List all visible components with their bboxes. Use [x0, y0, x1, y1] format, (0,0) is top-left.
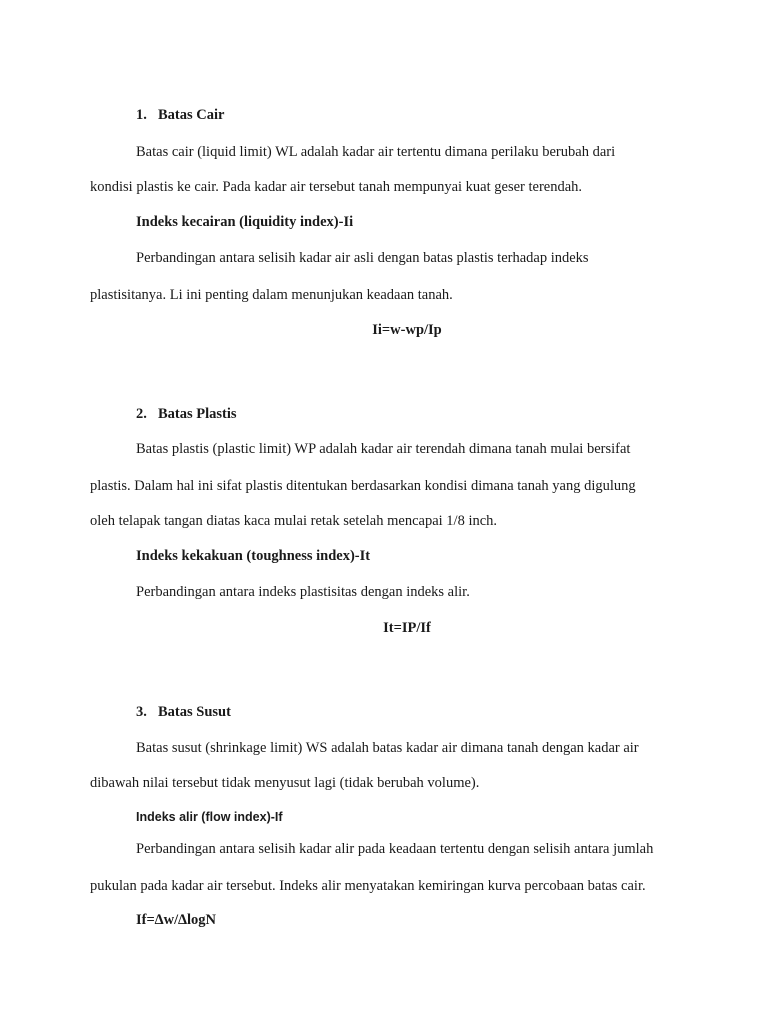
section-3-number: 3.: [136, 704, 147, 720]
section-1-index-line-2: plastisitanya. Li ini penting dalam menunjukan keadaan tanah.: [90, 287, 453, 303]
section-1-heading: [136, 105, 224, 125]
section-3-heading: [136, 702, 231, 722]
section-2-heading: [136, 404, 237, 424]
section-2-number: 2.: [136, 406, 147, 422]
section-1-title: Batas Cair: [158, 107, 225, 123]
section-1-paragraph-line-1: Batas cair (liquid limit) WL adalah kadar air tertentu dimana perilaku berubah dari: [136, 144, 616, 160]
section-2-index-title: Indeks kekakuan (toughness index)-It: [136, 548, 371, 564]
section-2-paragraph-line-1: Batas plastis (plastic limit) WP adalah kadar air terendah dimana tanah mulai bersifat: [136, 441, 631, 457]
section-1-number: 1.: [136, 107, 147, 123]
section-3-formula: If=∆w/∆logN: [136, 912, 216, 928]
section-2-paragraph-line-3: oleh telapak tangan diatas kaca mulai retak setelah mencapai 1/8 inch.: [90, 513, 498, 529]
section-3-paragraph-line-2: dibawah nilai tersebut tidak menyusut lagi (tidak berubah volume).: [90, 775, 480, 791]
section-2-title: Batas Plastis: [158, 406, 237, 422]
section-2-paragraph-line-2: plastis. Dalam hal ini sifat plastis ditentukan berdasarkan kondisi dimana tanah yang digulung: [90, 478, 636, 494]
section-3-paragraph-line-1: Batas susut (shrinkage limit) WS adalah batas kadar air dimana tanah dengan kadar air: [136, 740, 639, 756]
section-1-index-line-1: Perbandingan antara selisih kadar air asli dengan batas plastis terhadap indeks: [136, 250, 589, 266]
section-1-paragraph-line-2: kondisi plastis ke cair. Pada kadar air tersebut tanah mempunyai kuat geser terendah.: [90, 179, 583, 195]
section-3-index-line-1: Perbandingan antara selisih kadar alir pada keadaan tertentu dengan selisih antara jumlah: [136, 841, 654, 857]
section-2-formula: It=IP/If: [383, 620, 431, 636]
section-1-index-title: Indeks kecairan (liquidity index)-Ii: [136, 214, 354, 230]
section-3-title: Batas Susut: [158, 704, 231, 720]
section-3-index-line-2: pukulan pada kadar air tersebut. Indeks alir menyatakan kemiringan kurva percobaan batas cair.: [90, 878, 646, 894]
section-1-formula: Ii=w-wp/Ip: [372, 322, 442, 338]
section-3-index-title: Indeks alir (flow index)-If: [136, 810, 283, 824]
section-2-index-line-1: Perbandingan antara indeks plastisitas dengan indeks alir.: [136, 584, 470, 600]
